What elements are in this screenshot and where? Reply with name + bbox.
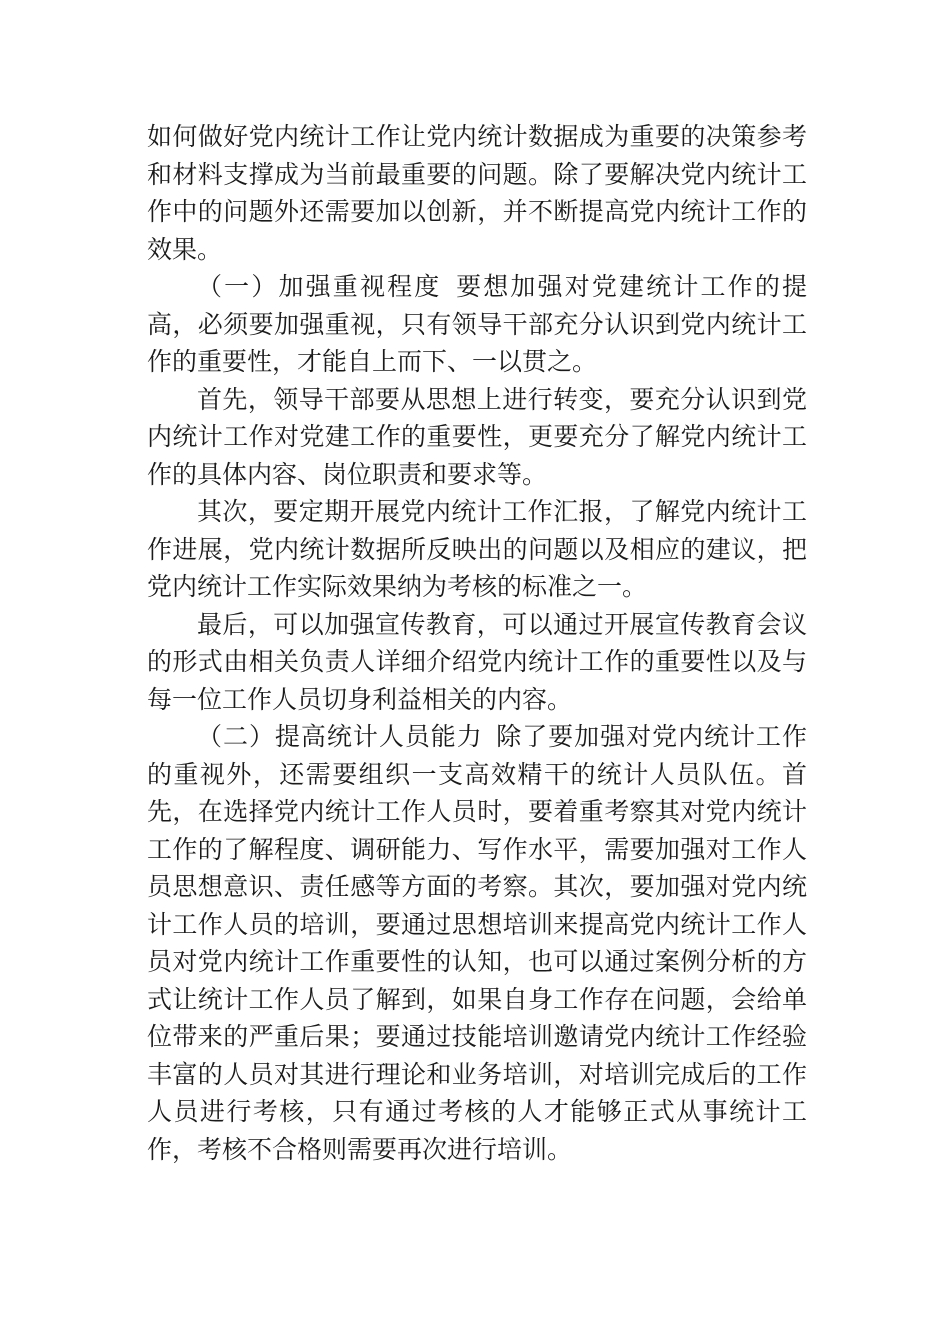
paragraph-text: 首先，领导干部要从思想上进行转变，要充分认识到党内统计工作对党建工作的重要性，更要充分了解党内统计工作的具体内容、岗位职责和要求等。 <box>147 384 807 489</box>
paragraph-section-two <box>147 718 807 1168</box>
paragraph-text: 如何做好党内统计工作让党内统计数据成为重要的决策参考和材料支撑成为当前最重要的问题。除了要解决党内统计工作中的问题外还需要加以创新，并不断提高党内统计工作的效果。 <box>147 122 807 264</box>
paragraph-first <box>147 381 807 494</box>
document-body <box>147 118 807 1168</box>
paragraph-text: 其次，要定期开展党内统计工作汇报，了解党内统计工作进展，党内统计数据所反映出的问题以及相应的建议，把党内统计工作实际效果纳为考核的标准之一。 <box>147 497 807 601</box>
section-heading: （二）提高统计人员能力 <box>197 722 483 751</box>
paragraph-text: 除了要加强对党内统计工作的重视外，还需要组织一支高效精干的统计人员队伍。首先，在选择党内统计工作人员时，要着重考察其对党内统计工作的了解程度、调研能力、写作水平，需要加强对工作人员思想意识、责任感等方面的考察。其次，要加强对党内统计工作人员的培训，要通过思想培训来提高党内统计工作人员对党内统计工作重要性的认知，也可以通过案例分析的方式让统计工作人员了解到，如果自身工作存在问题，会给单位带来的严重后果；要通过技能培训邀请党内统计工作经验丰富的人员对其进行理论和业务培训，对培训完成后的工作人员进行考核，只有通过考核的人才能够正式从事统计工作，考核不合格则需要再次进行培训。 <box>147 722 807 1164</box>
section-heading: （一）加强重视程度 <box>197 272 442 301</box>
paragraph-last <box>147 606 807 719</box>
paragraph-intro <box>147 118 807 268</box>
paragraph-second <box>147 493 807 606</box>
paragraph-text: 最后，可以加强宣传教育，可以通过开展宣传教育会议的形式由相关负责人详细介绍党内统计工作的重要性以及与每一位工作人员切身利益相关的内容。 <box>147 609 807 714</box>
paragraph-text: 要想加强对党建统计工作的提高，必须要加强重视，只有领导干部充分认识到党内统计工作的重要性，才能自上而下、一以贯之。 <box>147 272 807 376</box>
paragraph-section-one <box>147 268 807 381</box>
